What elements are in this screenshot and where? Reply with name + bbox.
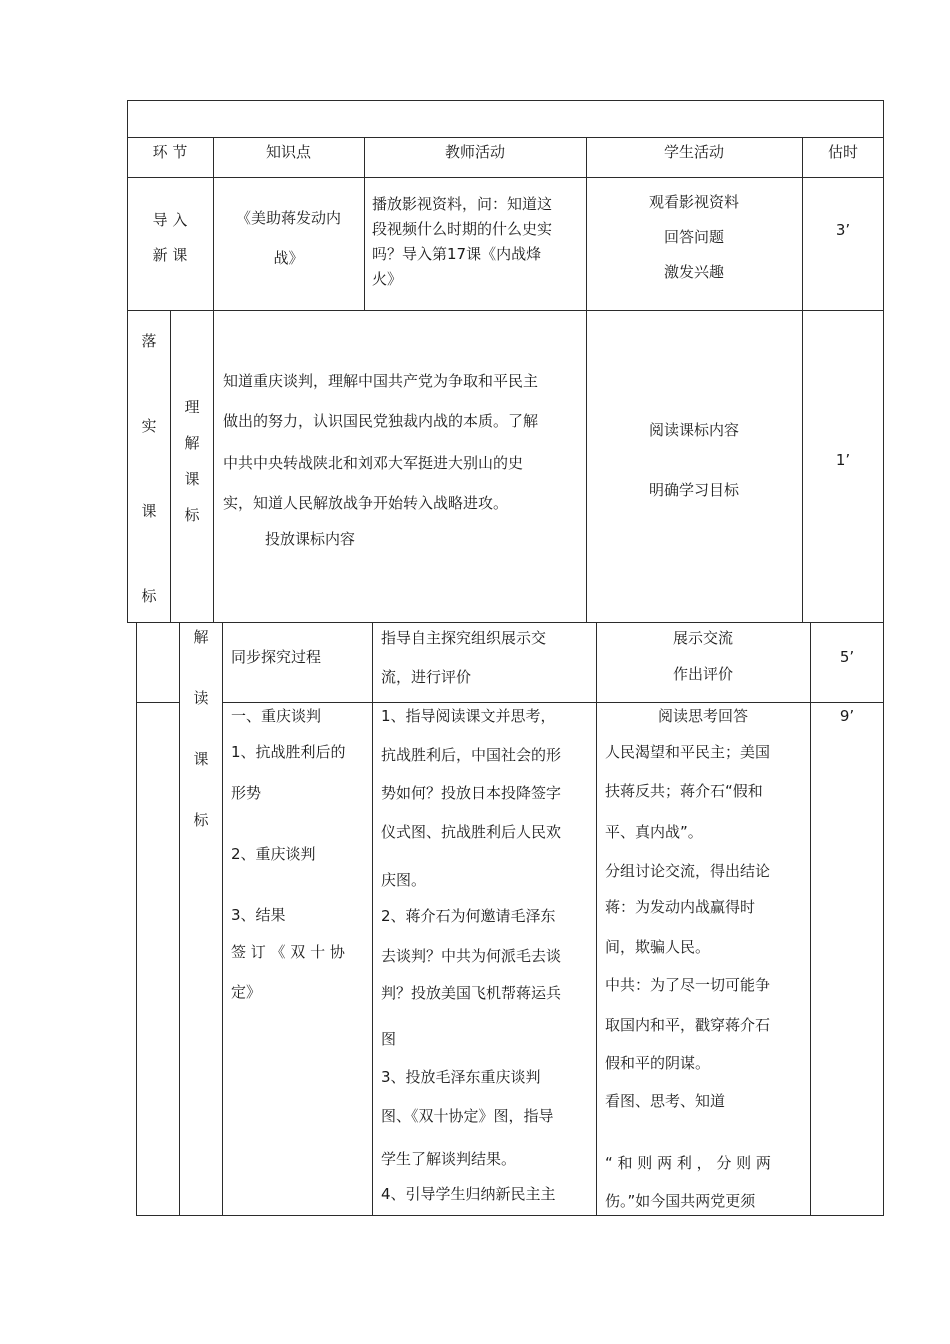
label-char: 解 bbox=[184, 434, 200, 452]
standard-inner-label bbox=[182, 398, 202, 525]
talks-student-line: 阅读思考回答 bbox=[657, 707, 748, 725]
header-stage: 环 节 bbox=[152, 143, 188, 161]
talks-student-line: 假和平的阴谋。 bbox=[605, 1054, 711, 1072]
talks-knowledge-line: 一、重庆谈判 bbox=[231, 707, 322, 725]
col-divider bbox=[372, 622, 373, 1216]
talks-teacher-line: 2、蒋介石为何邀请毛泽东 bbox=[381, 907, 556, 925]
talks-time: 9’ bbox=[839, 707, 855, 725]
talks-teacher-line: 3、投放毛泽东重庆谈判 bbox=[381, 1068, 541, 1086]
talks-student-line: 看图、思考、知道 bbox=[605, 1092, 726, 1110]
explore-teacher-line2: 流，进行评价 bbox=[381, 668, 472, 686]
talks-student-line: 间，欺骗人民。 bbox=[605, 938, 711, 956]
explore-time: 5’ bbox=[839, 648, 855, 666]
label-char: 落 bbox=[141, 332, 157, 350]
explore-teacher-line1: 指导自主探究组织展示交 bbox=[381, 629, 547, 647]
standard-content-line3: 中共中央转战陕北和刘邓大军挺进大别山的史 bbox=[223, 454, 524, 472]
intro-teacher-line4: 火》 bbox=[372, 270, 403, 288]
standard-time: 1’ bbox=[835, 451, 851, 469]
col-divider bbox=[222, 622, 223, 1216]
label-char: 读 bbox=[193, 689, 209, 707]
intro-student-line1: 观看影视资料 bbox=[648, 193, 739, 211]
talks-knowledge-line: 2、重庆谈判 bbox=[231, 845, 316, 863]
talks-knowledge-line: 签 订 《 双 十 协 bbox=[231, 943, 345, 961]
explore-student-line1: 展示交流 bbox=[672, 629, 733, 647]
standard-content-line2: 做出的努力，认识国民党独裁内战的本质。了解 bbox=[223, 412, 539, 430]
header-student: 学生活动 bbox=[663, 143, 724, 161]
standard-student-line2: 明确学习目标 bbox=[648, 481, 739, 499]
label-char: 标 bbox=[141, 587, 157, 605]
standard-content-line1: 知道重庆谈判，理解中国共产党为争取和平民主 bbox=[223, 372, 539, 390]
explore-student-line2: 作出评价 bbox=[672, 665, 733, 683]
talks-student-line: 分组讨论交流，得出结论 bbox=[605, 862, 771, 880]
intro-student-line3: 激发兴趣 bbox=[663, 263, 724, 281]
talks-knowledge-line: 1、抗战胜利后的 bbox=[231, 743, 346, 761]
intro-teacher-line1: 播放影视资料，问：知道这 bbox=[372, 195, 553, 213]
talks-student-line: 蒋：为发动内战赢得时 bbox=[605, 898, 756, 916]
row-divider bbox=[127, 310, 884, 311]
intro-knowledge-line2: 战》 bbox=[273, 249, 304, 267]
talks-student-line: 平、真内战”。 bbox=[605, 823, 703, 841]
standard-content-line5: 投放课标内容 bbox=[265, 530, 356, 548]
col-divider bbox=[364, 137, 365, 310]
intro-stage-line2: 新 课 bbox=[152, 246, 188, 264]
label-char: 标 bbox=[193, 811, 209, 829]
standard-outer-label bbox=[139, 332, 159, 606]
row-divider bbox=[127, 137, 884, 138]
intro-time: 3’ bbox=[835, 221, 851, 239]
label-char: 课 bbox=[184, 470, 200, 488]
header-time: 估时 bbox=[827, 143, 858, 161]
intro-stage-line1: 导 入 bbox=[152, 211, 188, 229]
talks-teacher-line: 势如何？投放日本投降签字 bbox=[381, 784, 562, 802]
label-char: 标 bbox=[184, 506, 200, 524]
label-char: 理 bbox=[184, 398, 200, 416]
talks-teacher-line: 4、引导学生归纳新民主主 bbox=[381, 1185, 556, 1203]
talks-teacher-line: 去谈判？中共为何派毛去谈 bbox=[381, 947, 562, 965]
talks-teacher-line: 仪式图、抗战胜利后人民欢 bbox=[381, 823, 562, 841]
talks-knowledge-line: 3、结果 bbox=[231, 906, 286, 924]
standard-student-line1: 阅读课标内容 bbox=[648, 421, 739, 439]
label-char: 实 bbox=[141, 417, 157, 435]
talks-teacher-line: 1、指导阅读课文并思考， bbox=[381, 707, 556, 725]
header-knowledge: 知识点 bbox=[265, 143, 311, 161]
label-char: 解 bbox=[193, 628, 209, 646]
talks-teacher-line: 庆图。 bbox=[381, 871, 427, 889]
intro-teacher-line3: 吗？导入第17课《内战烽 bbox=[372, 245, 542, 263]
row-divider bbox=[136, 702, 180, 703]
talks-teacher-line: 判？投放美国飞机帮蒋运兵 bbox=[381, 984, 562, 1002]
talks-knowledge-line: 定》 bbox=[231, 983, 262, 1001]
talks-teacher-line: 学生了解谈判结果。 bbox=[381, 1150, 517, 1168]
explore-knowledge: 同步探究过程 bbox=[231, 648, 322, 666]
talks-teacher-line: 抗战胜利后，中国社会的形 bbox=[381, 746, 562, 764]
col-divider bbox=[802, 137, 803, 623]
talks-student-line: “ 和 则 两 利 ， 分 则 两 bbox=[605, 1154, 771, 1172]
talks-student-line: 取国内和平，戳穿蒋介石 bbox=[605, 1016, 771, 1034]
col-divider bbox=[170, 310, 171, 623]
table-upper-frame bbox=[127, 100, 884, 623]
label-char: 课 bbox=[141, 502, 157, 520]
standard-content-line4: 实，知道人民解放战争开始转入战略进攻。 bbox=[223, 494, 509, 512]
talks-student-line: 中共：为了尽一切可能争 bbox=[605, 976, 771, 994]
explore-label bbox=[191, 628, 211, 830]
row-divider bbox=[127, 177, 884, 178]
col-divider bbox=[179, 622, 180, 1216]
row-divider bbox=[222, 702, 884, 703]
talks-student-line: 扶蒋反共；蒋介石“假和 bbox=[605, 782, 763, 800]
header-teacher: 教师活动 bbox=[444, 143, 505, 161]
talks-knowledge-line: 形势 bbox=[231, 784, 262, 802]
talks-teacher-line: 图、《双十协定》图，指导 bbox=[381, 1107, 554, 1125]
intro-student-line2: 回答问题 bbox=[663, 228, 724, 246]
label-char: 课 bbox=[193, 750, 209, 768]
talks-teacher-line: 图 bbox=[381, 1030, 397, 1048]
talks-student-line: 人民渴望和平民主；美国 bbox=[605, 743, 771, 761]
intro-teacher-line2: 段视频什么时期的什么史实 bbox=[372, 220, 553, 238]
intro-knowledge-line1: 《美助蒋发动内 bbox=[235, 209, 341, 227]
talks-student-line: 伤。”如今国共两党更须 bbox=[605, 1192, 756, 1210]
